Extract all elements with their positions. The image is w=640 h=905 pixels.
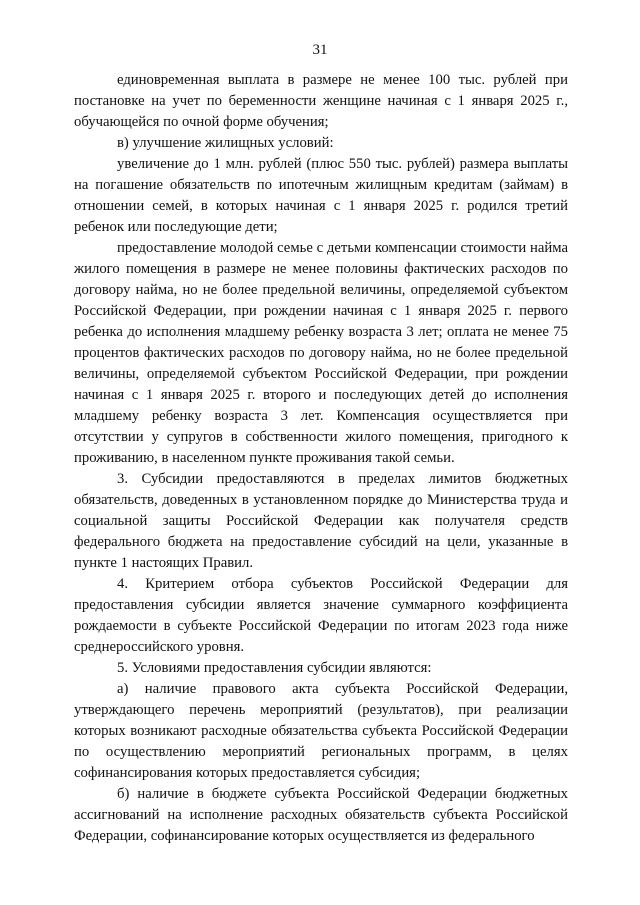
paragraph-condition-a: а) наличие правового акта субъекта Российской Федерации, утверждающего перечень мероприятий (результатов), при реализации которых возникают расходные обязательства субъекта Российской Федерации по осуществлению мероприятий региональных программ, в целях софинансирования которых предоставляется субсидия;	[74, 681, 568, 781]
paragraph-subsidy-limits: 3. Субсидии предоставляются в пределах лимитов бюджетных обязательств, доведенных в установленном порядке до Министерства труда и социальной защиты Российской Федерации как получателя средств федерального бюджета на предоставление субсидий на цели, указанные в пункте 1 настоящих Правил.	[74, 471, 568, 571]
paragraph-condition-b: б) наличие в бюджете субъекта Российской Федерации бюджетных ассигнований на исполнение расходных обязательств субъекта Российской Федерации, софинансирование которых осуществляется из федерального	[74, 786, 568, 844]
page-number: 31	[312, 42, 328, 58]
paragraph-rent-compensation: предоставление молодой семье с детьми компенсации стоимости найма жилого помещения в размере не менее половины фактических расходов по договору найма, но не более предельной величины, определяемой субъектом Российской Федерации, при рождении начиная с 1 января 2025 г. первого ребенка до исполнения младшему ребенку возраста 3 лет; оплата не менее 75 процентов фактических расходов по договору найма, но не более предельной величины, определяемой субъектом Российской Федерации, при рождении начиная с 1 января 2025 г. второго и последующих детей до исполнения младшему ребенку возраста 3 лет. Компенсация осуществляется при отсутствии у супругов в собственности жилого помещения, пригодного к проживанию, в населенном пункте проживания такой семьи.	[74, 240, 568, 466]
paragraph-lump-sum-payment: единовременная выплата в размере не менее 100 тыс. рублей при постановке на учет по беременности женщине начиная с 1 января 2025 г., обучающейся по очной форме обучения;	[74, 72, 568, 130]
paragraph-mortgage-payment: увеличение до 1 млн. рублей (плюс 550 тыс. рублей) размера выплаты на погашение обязательств по ипотечным жилищным кредитам (займам) в отношении семей, в которых начиная с 1 января 2025 г. родился третий ребенок или последующие дети;	[74, 156, 568, 235]
document-body	[74, 70, 568, 847]
paragraph-conditions-heading: 5. Условиями предоставления субсидии являются:	[117, 660, 432, 676]
paragraph-housing-heading: в) улучшение жилищных условий:	[117, 135, 334, 151]
paragraph-selection-criterion: 4. Критерием отбора субъектов Российской Федерации для предоставления субсидии является значение суммарного коэффициента рождаемости в субъекте Российской Федерации по итогам 2023 года ниже среднероссийского уровня.	[74, 576, 568, 655]
